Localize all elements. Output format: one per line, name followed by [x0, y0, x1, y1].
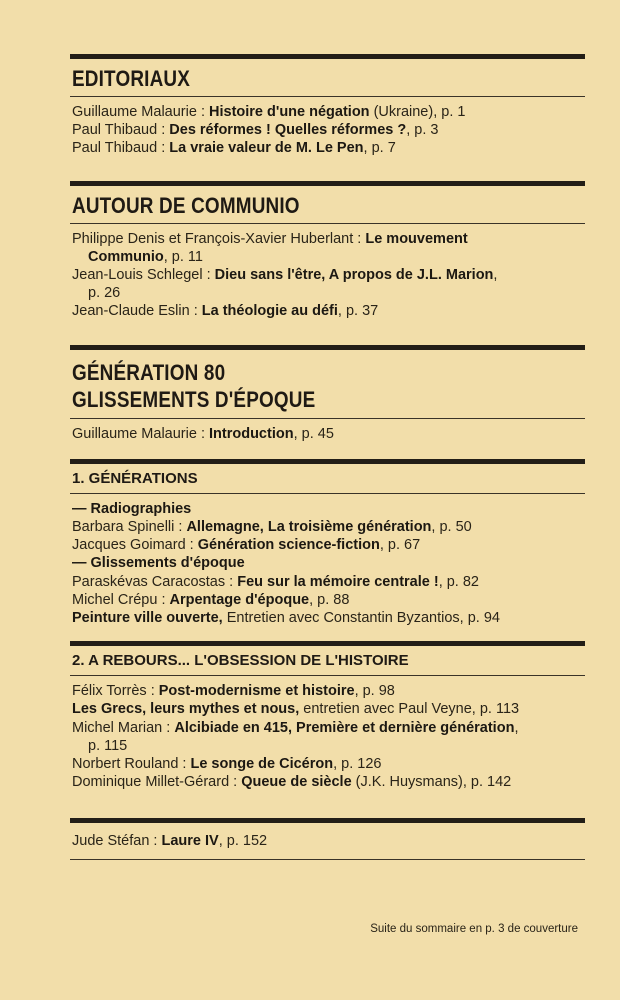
- toc-entry[interactable]: Félix Torrès : Post-modernisme et histoire, p. 98: [72, 683, 395, 700]
- toc-entry[interactable]: Paul Thibaud : Des réformes ! Quelles réformes ?, p. 3: [72, 122, 439, 139]
- entries-communio: [70, 224, 585, 321]
- entries-stefan: [70, 823, 585, 850]
- group-heading-glissements: — Glissements d'époque: [72, 555, 245, 572]
- toc-entry[interactable]: Peinture ville ouverte, Entretien avec Constantin Byzantios, p. 94: [72, 610, 500, 627]
- section-rule: [70, 345, 585, 350]
- section-underline: [70, 859, 585, 860]
- toc-entry[interactable]: Jacques Goimard : Génération science-fiction, p. 67: [72, 537, 421, 554]
- toc-entry[interactable]: Les Grecs, leurs mythes et nous, entretien avec Paul Veyne, p. 113: [72, 701, 520, 718]
- toc-entry[interactable]: Dominique Millet-Gérard : Queue de siècle (J.K. Huysmans), p. 142: [72, 774, 512, 791]
- entries-editoriaux: [70, 97, 585, 158]
- toc-entry[interactable]: Michel Crépu : Arpentage d'époque, p. 88: [72, 591, 350, 608]
- subsection-rule: [70, 641, 585, 646]
- toc-entry[interactable]: Norbert Rouland : Le songe de Cicéron, p. 126: [72, 756, 382, 773]
- entries-generation-intro: [70, 419, 585, 443]
- section-title-generation-line2: GLISSEMENTS D'ÉPOQUE: [72, 386, 316, 412]
- section-rule: [70, 54, 585, 59]
- section-title-generation-line1: GÉNÉRATION 80: [72, 359, 226, 385]
- section-title-communio: AUTOUR DE COMMUNIO: [72, 192, 300, 218]
- toc-entry[interactable]: Paraskévas Caracostas : Feu sur la mémoire centrale !, p. 82: [72, 573, 479, 590]
- toc-entry[interactable]: Guillaume Malaurie : Introduction, p. 45: [72, 425, 334, 442]
- toc-entry[interactable]: Barbara Spinelli : Allemagne, La troisième génération, p. 50: [72, 519, 472, 536]
- toc-entry[interactable]: Paul Thibaud : La vraie valeur de M. Le Pen, p. 7: [72, 140, 396, 157]
- entries-rebours: [70, 676, 585, 791]
- subsection-title-generations: 1. GÉNÉRATIONS: [72, 469, 198, 487]
- section-rule: [70, 181, 585, 186]
- group-heading-radiographies: — Radiographies: [72, 500, 192, 517]
- section-title-editoriaux: EDITORIAUX: [72, 66, 191, 91]
- subsection-rule: [70, 459, 585, 464]
- toc-entry[interactable]: Michel Marian : Alcibiade en 415, Première et dernière génération, p. 115: [72, 719, 519, 754]
- toc-entry[interactable]: Guillaume Malaurie : Histoire d'une négation (Ukraine), p. 1: [72, 104, 466, 120]
- subsection-title-rebours: 2. A REBOURS... L'OBSESSION DE L'HISTOIRE: [72, 652, 409, 670]
- toc-entry[interactable]: Jean-Claude Eslin : La théologie au défi, p. 37: [72, 303, 379, 320]
- toc-entry[interactable]: Philippe Denis et François-Xavier Huberlant : Le mouvement Communio, p. 11: [72, 230, 468, 265]
- footer-note: Suite du sommaire en p. 3 de couverture: [370, 923, 578, 935]
- table-of-contents: [70, 54, 585, 860]
- toc-entry[interactable]: Jean-Louis Schlegel : Dieu sans l'être, A propos de J.L. Marion, p. 26: [72, 267, 498, 302]
- toc-entry[interactable]: Jude Stéfan : Laure IV, p. 152: [72, 833, 268, 850]
- entries-generations: [70, 494, 585, 627]
